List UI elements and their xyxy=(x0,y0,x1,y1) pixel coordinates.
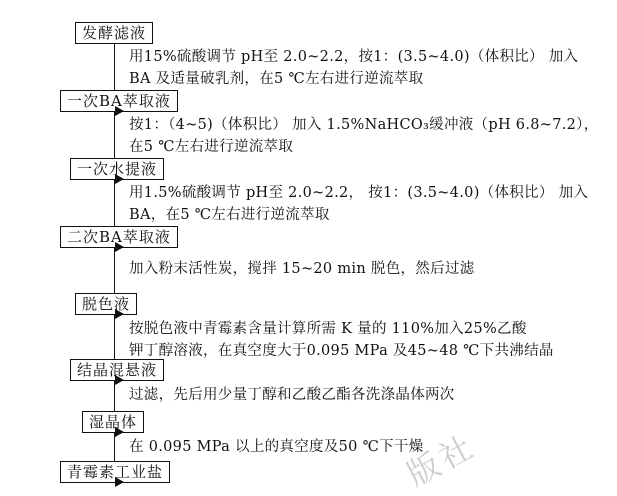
node-first-water-extract: 一次水提液 xyxy=(70,158,164,180)
step-line: 在5 ℃左右进行逆流萃取 xyxy=(129,139,294,155)
arrow-head xyxy=(115,427,124,437)
step-line: 按脱色液中青霉素含量计算所需 K 量的 110%加入25%乙酸 xyxy=(129,321,527,337)
node-second-ba-extract: 二次BA萃取液 xyxy=(60,226,178,248)
step-line: 用15%硫酸调节 pH至 2.0~2.2，按1：(3.5~4.0)（体积比） 加入 xyxy=(129,49,579,65)
arrow-head xyxy=(115,174,124,184)
publisher-watermark: 版社 xyxy=(400,426,483,494)
arrow-head xyxy=(115,106,124,116)
step-acidify-extract xyxy=(129,46,578,90)
step-line: BA 及适量破乳剂，在5 ℃左右进行逆流萃取 xyxy=(129,71,424,87)
step-line: 加入粉末活性炭，搅拌 15~20 min 脱色，然后过滤 xyxy=(129,261,475,277)
step-line: BA，在5 ℃左右进行逆流萃取 xyxy=(129,207,330,223)
arrow-head xyxy=(115,309,124,319)
node-penicillin-industrial-salt: 青霉素工业盐 xyxy=(60,461,170,483)
step-line: 按1：（4~5)（体积比） 加入 1.5%NaHCO₃缓冲液（pH 6.8~7.2）， xyxy=(129,117,599,133)
step-line: 用1.5%硫酸调节 pH至 2.0~2.2， 按1：(3.5~4.0)（体积比） 加入 xyxy=(129,185,589,201)
node-crystal-suspension: 结晶混悬液 xyxy=(70,359,164,381)
step-line: 钾丁醇溶液，在真空度大于0.095 MPa 及45~48 ℃下共沸结晶 xyxy=(129,343,554,359)
arrow-head xyxy=(115,477,124,487)
step-decolorize xyxy=(129,258,475,280)
step-dry xyxy=(129,436,424,458)
node-first-ba-extract: 一次BA萃取液 xyxy=(60,90,178,112)
arrow-head xyxy=(115,242,124,252)
step-filter-wash xyxy=(129,384,455,406)
step-buffer-extract xyxy=(129,114,599,158)
step-reacidify-extract xyxy=(129,182,588,226)
step-line: 过滤，先后用少量丁醇和乙酸乙酯各洗涤晶体两次 xyxy=(129,387,455,403)
step-line: 在 0.095 MPa 以上的真空度及50 ℃下干燥 xyxy=(129,439,424,455)
node-wet-crystals: 湿晶体 xyxy=(82,411,144,433)
arrow-head xyxy=(115,375,124,385)
node-decolorized-liquid: 脱色液 xyxy=(75,293,137,315)
node-fermentation-filtrate: 发酵滤液 xyxy=(75,22,153,44)
step-crystallize xyxy=(129,318,554,362)
